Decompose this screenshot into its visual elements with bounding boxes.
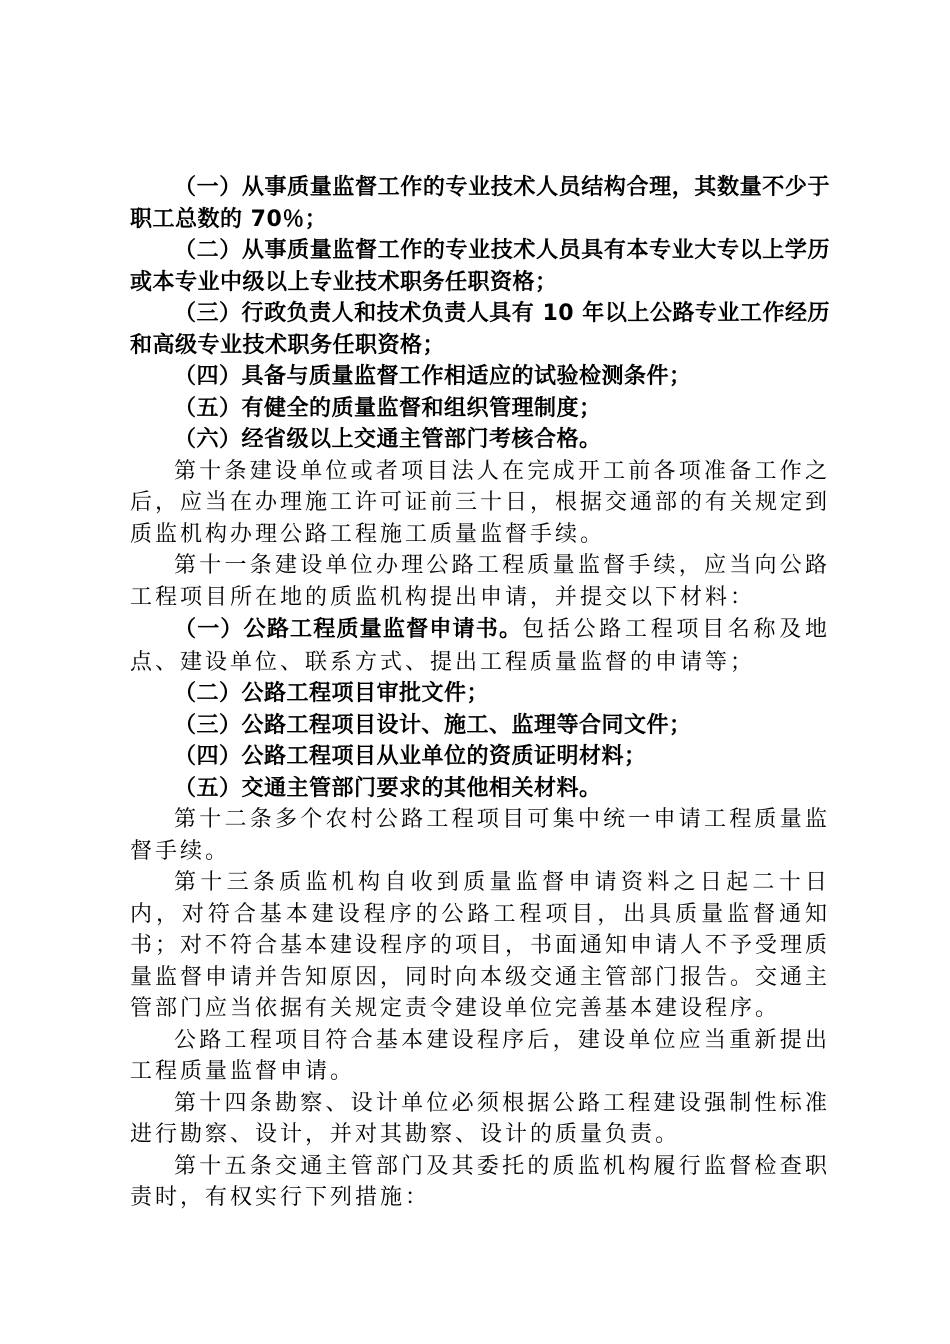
paragraph-2: （二）从事质量监督工作的专业技术人员具有本专业大专以上学历或本专业中级以上专业技术职务任职资格； (130, 238, 830, 295)
article-11-item-5: （五）交通主管部门要求的其他相关材料。 (174, 775, 602, 801)
paragraph-4: （四）具备与质量监督工作相适应的试验检测条件； (174, 364, 692, 389)
article-12: 第十二条多个农村公路工程项目可集中统一申请工程质量监督手续。 (130, 807, 830, 864)
article-10: 第十条建设单位或者项目法人在完成开工前各项准备工作之后，应当在办理施工许可证前三十日，根据交通部的有关规定到质监机构办理公路工程施工质量监督手续。 (130, 458, 831, 547)
paragraph-1: （一）从事质量监督工作的专业技术人员结构合理，其数量不少于职工总数的 70％； (130, 175, 830, 232)
paragraph-3: （三）行政负责人和技术负责人具有 10 年以上公路专业工作经历和高级专业技术职务任职资格； (130, 301, 830, 358)
article-14: 第十四条勘察、设计单位必须根据公路工程建设强制性标准进行勘察、设计，并对其勘察、设计的质量负责。 (130, 1090, 830, 1147)
article-13: 第十三条质监机构自收到质量监督申请资料之日起二十日内，对符合基本建设程序的公路工程项目，出具质量监督通知书；对不符合基本建设程序的项目，书面通知申请人不予受理质量监督申请并告知原因，同时向本级交通主管部门报告。交通主管部门应当依据有关规定责令建设单位完善基本建设程序。 (130, 870, 831, 1021)
item-1-rest: 包括公路工程项目名称及地点、建设单位、联系方式、提出工程质量监督的申请等； (130, 617, 830, 675)
article-13-continuation: 公路工程项目符合基本建设程序后，建设单位应当重新提出工程质量监督申请。 (130, 1027, 830, 1084)
document-page (130, 172, 830, 1214)
paragraph-5: （五）有健全的质量监督和组织管理制度； (174, 395, 602, 421)
item-1-lead: （一）公路工程质量监督申请书。 (174, 617, 523, 642)
article-11: 第十一条建设单位办理公路工程质量监督手续，应当向公路工程项目所在地的质监机构提出申请，并提交以下材料： (130, 553, 830, 610)
article-11-item-3: （三）公路工程项目设计、施工、监理等合同文件； (174, 712, 692, 738)
article-11-item-4: （四）公路工程项目从业单位的资质证明材料； (174, 744, 647, 769)
paragraph-6: （六）经省级以上交通主管部门考核合格。 (174, 427, 602, 452)
article-15: 第十五条交通主管部门及其委托的质监机构履行监督检查职责时，有权实行下列措施： (130, 1153, 830, 1210)
article-11-item-1 (130, 613, 830, 678)
article-11-item-2: （二）公路工程项目审批文件； (174, 681, 490, 706)
